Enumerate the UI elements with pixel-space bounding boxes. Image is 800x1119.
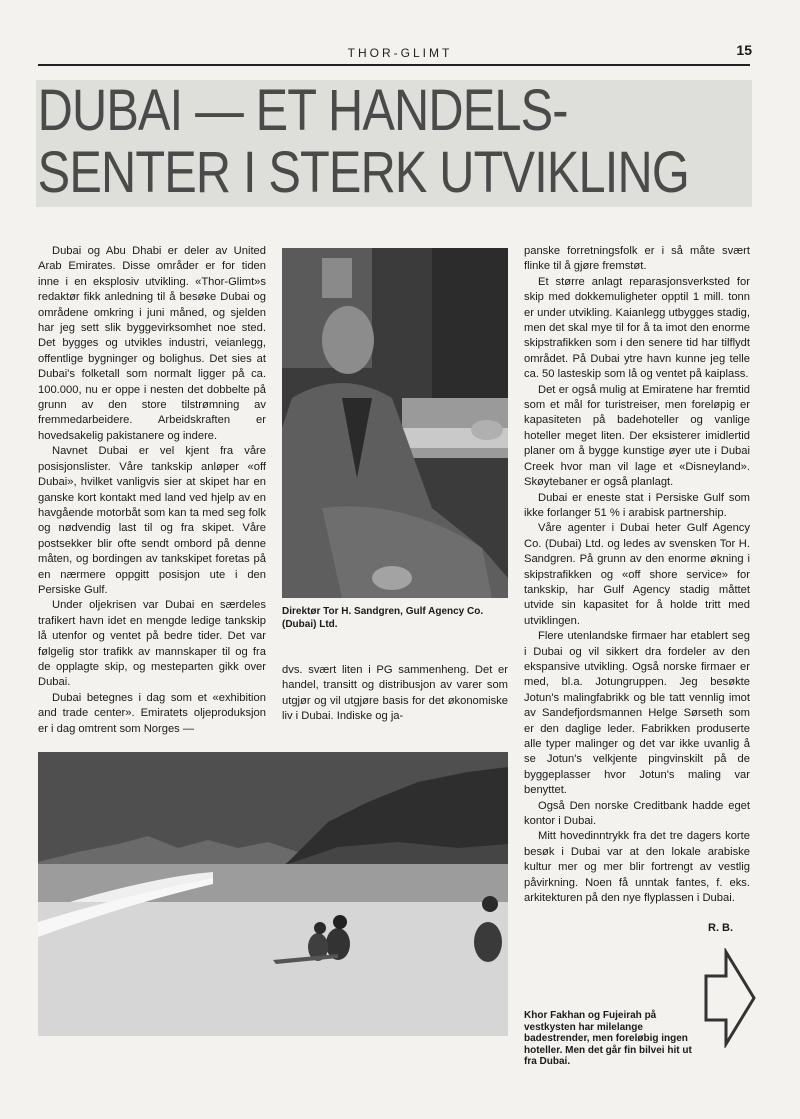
- page-number: 15: [736, 42, 752, 58]
- headline-line-2: SENTER I STERK UTVIKLING: [37, 140, 689, 205]
- paragraph: Under oljekrisen var Dubai en særdeles trafikert havn idet en mengde ledige tankskip lå utenfor og ventet på bedre tider. Det var følgelig stor trafikk av mannskaper til og fra de opplagte skip, og mesteparten gikk over Dubai.: [38, 599, 266, 689]
- paragraph: Dubai betegnes i dag som et «exhibition and trade center». Emiratets oljeproduksjon er i dag omtrent som Norges —: [38, 691, 266, 735]
- paragraph: Også Den norske Creditbank hadde eget kontor i Dubai.: [524, 799, 750, 828]
- headline-line-1: DUBAI — ET HANDELS-: [37, 78, 568, 143]
- article-column-1: [38, 244, 266, 737]
- paragraph: Mitt hovedinntrykk fra det tre dagers korte besøk i Dubai var at den lokale arabiske kultur mer og mer blir fortrengt av vestlig påvirkning. Noen få unntak fantes, f. eks. arkitekturen på den nye flyplassen i Dubai.: [524, 830, 750, 905]
- paragraph: dvs. svært liten i PG sammenheng. Det er handel, transitt og distribusjon av varer som utgjør og vil utgjøre basis for det økonomiske liv i Dubai. Indiske og ja-: [282, 664, 508, 723]
- article-column-2: [282, 663, 508, 725]
- paragraph: Et større anlagt reparasjonsverksted for skip med dokkemuligheter opptil 1 mill. tonn er under utvikling. Kaianlegg utbygges stadig, men det skal mye til for å ta imot den enorme skipstrafikken som i den senere tid har tilflydt området. På Dubai ytre havn kunne jeg telle ca. 50 lasteskip som lå og ventet på kaiplass.: [524, 275, 750, 381]
- beach-caption: Khor Fakhan og Fujeirah på vestkysten har milelange badestrender, men foreløbig ingen hoteller. Men det går fin bilvei hit ut fra Dubai.: [524, 1010, 692, 1067]
- paragraph: Dubai og Abu Dhabi er deler av United Arab Emirates. Disse områder er for tiden inne i en eksplosiv utvikling. «Thor-Glimt»s redaktør fikk anledning til å besøke Dubai og områdene omkring i juni måned, og sjelden har jeg sett slik byggevirksomhet noe sted. Det bygges og utvikles industri, veianlegg, offentlige bygninger og bolighus. Det sies at Dubai's folketall som normalt ligger på ca. 100.000, nu er oppe i nesten det dobbelte på grunn av den store tilstrømning av fremmedarbeidere. Arbeidskraften er hovedsakelig pakistanere og indere.: [38, 245, 266, 442]
- article-column-3: [524, 244, 750, 906]
- header-rule: [38, 64, 750, 66]
- running-title: THOR-GLIMT: [347, 46, 453, 60]
- paragraph: panske forretningsfolk er i så måte svært flinke til å gjøre fremstøt.: [524, 245, 750, 273]
- paragraph: Våre agenter i Dubai heter Gulf Agency Co. (Dubai) Ltd. og ledes av svensken Tor H. Sandgren. På grunn av den enorme økning i skipstrafikken og «off shore service» for tankskip, har Gulf Agency stadig måttet utvide sin kapasitet for å holde tritt med utviklingen.: [524, 522, 750, 627]
- portrait-illustration: [282, 248, 508, 598]
- paragraph: Flere utenlandske firmaer har etablert seg i Dubai og vil sikkert dra fordeler av den ekspansive utvikling. Også norske firmaer er med, bl.a. Jotungruppen. Jeg besøkte Jotun's malingfabrikk og ble tatt vennlig imot av Sandefjordsmannen Helge Sørseth som er den daglige leder. Fabrikken produserte alle typer malinger og det var ikke uvanlig å se Jotun's velkjente pingvinskilt på de byggeplasser hvor Jotun's maling var benyttet.: [524, 630, 750, 797]
- portrait-photo: [282, 248, 508, 598]
- paragraph: Det er også mulig at Emiratene har fremtid som et mål for turistreiser, men foreløpig er kapasiteten på badehoteller og vanlige hoteller meget liten. Der eksisterer imidlertid planer om å bygge kunstige øyer ute i Dubai Creek hvor man vil lage et «Disneyland». Skøytebaner er også planlagt.: [524, 383, 750, 489]
- paragraph: Dubai er eneste stat i Persiske Gulf som ikke forlanger 51 % i arabisk partnership.: [524, 491, 750, 519]
- beach-illustration: [38, 752, 508, 1036]
- author-signature: R. B.: [708, 922, 734, 934]
- beach-photo: [38, 752, 508, 1036]
- article-headline: [36, 80, 752, 207]
- paragraph: Navnet Dubai er vel kjent fra våre posisjonslister. Våre tankskip anløper «off Dubai», hvilket vanligvis sier at skipet har en ganske kort kontakt med land ved hjelp av en havgående motorbåt som kan ta med seg folk og nødvendig last til og fra skipet. Våre postsekker blir ofte sendt ombord på denne måten, og bordingen av tankskipet foretas på en nærmere oppgitt posisjon ute i den Persiske Gulf.: [38, 445, 266, 596]
- arrow-right-outline-icon: [702, 948, 758, 1048]
- portrait-caption: Direktør Tor H. Sandgren, Gulf Agency Co. (Dubai) Ltd.: [282, 606, 484, 630]
